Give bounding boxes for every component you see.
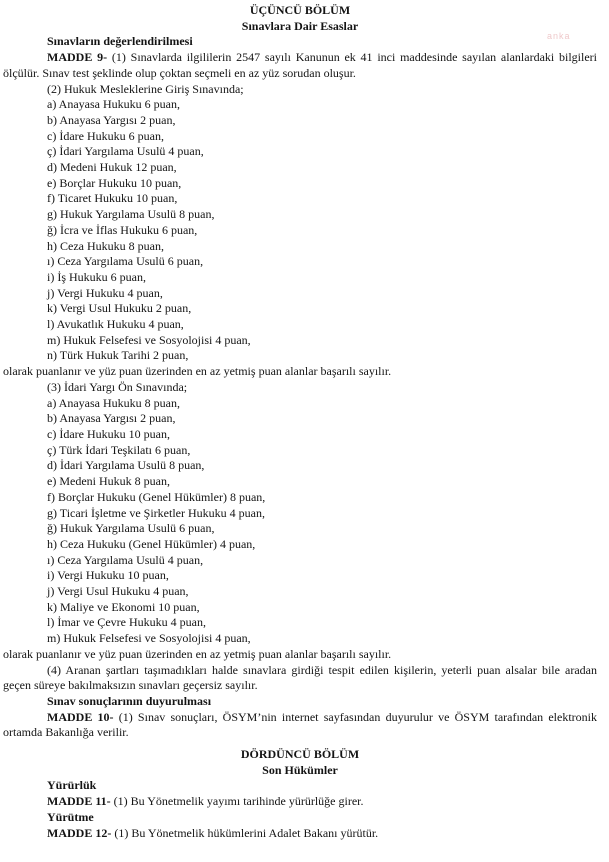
list-item: e) Medeni Hukuk 8 puan,	[47, 474, 170, 489]
list-item: a) Anayasa Hukuku 6 puan,	[47, 97, 180, 112]
article-heading: Sınavların değerlendirilmesi	[47, 34, 193, 49]
list-item: d) Medeni Hukuk 12 puan,	[47, 160, 177, 175]
article-heading: Yürütme	[47, 809, 94, 824]
paragraph: MADDE 11- (1) Bu Yönetmelik yayımı tarihinde yürürlüğe girer.	[47, 794, 364, 809]
list-item: l) İmar ve Çevre Hukuku 4 puan,	[47, 615, 206, 630]
list-item: h) Ceza Hukuku 8 puan,	[47, 238, 164, 253]
list-item: ğ) İcra ve İflas Hukuku 6 puan,	[47, 222, 198, 237]
list-item: ı) Ceza Yargılama Usulü 4 puan,	[47, 552, 204, 567]
list-item: h) Ceza Hukuku (Genel Hükümler) 4 puan,	[47, 536, 256, 551]
article-number: MADDE 12-	[47, 825, 112, 840]
continuation-line: olarak puanlanır ve yüz puan üzerinden en az yetmiş puan alanlar başarılı sayılır.	[3, 364, 392, 379]
list-item: j) Vergi Hukuku 4 puan,	[47, 285, 163, 300]
article-number: MADDE 10-	[47, 709, 114, 724]
list-item: c) İdare Hukuku 10 puan,	[47, 426, 170, 441]
list-item: c) İdare Hukuku 6 puan,	[47, 128, 164, 143]
list-item: k) Vergi Usul Hukuku 2 puan,	[47, 301, 192, 316]
article-heading: Sınav sonuçlarının duyurulması	[47, 693, 212, 708]
list-item: j) Vergi Usul Hukuku 4 puan,	[47, 584, 189, 599]
list-item: a) Anayasa Hukuku 8 puan,	[47, 395, 180, 410]
list-item: ğ) Hukuk Yargılama Usulü 6 puan,	[47, 521, 215, 536]
list-item: i) Vergi Hukuku 10 puan,	[47, 568, 169, 583]
chapter-heading: DÖRDÜNCÜ BÖLÜM	[240, 747, 360, 762]
list-item: m) Hukuk Felsefesi ve Sosyolojisi 4 puan,	[47, 631, 251, 646]
article-number: MADDE 9-	[47, 50, 108, 65]
list-item: b) Anayasa Yargısı 2 puan,	[47, 112, 176, 127]
paragraph: MADDE 9- (1) Sınavlarda ilgililerin 2547 sayılı Kanunun ek 41 inci maddesinde sayılan alanlardaki bilgileri ölçülür. Sınav test şeklinde olup çoktan seçmeli en az yüz sorudan oluşur.	[3, 50, 598, 80]
document-body	[3, 3, 597, 841]
list-item: ı) Ceza Yargılama Usulü 6 puan,	[47, 254, 204, 269]
list-item: g) Hukuk Yargılama Usulü 8 puan,	[47, 207, 215, 222]
continuation-line: olarak puanlanır ve yüz puan üzerinden en az yetmiş puan alanlar başarılı sayılır.	[3, 646, 392, 661]
article-number: MADDE 11-	[47, 794, 111, 809]
list-item: l) Avukatlık Hukuku 4 puan,	[47, 317, 184, 332]
list-item: f) Borçlar Hukuku (Genel Hükümler) 8 puan,	[47, 489, 266, 504]
article-heading: Yürürlük	[47, 778, 97, 793]
list-item: f) Ticaret Hukuku 10 puan,	[47, 191, 178, 206]
list-item: m) Hukuk Felsefesi ve Sosyolojisi 4 puan,	[47, 332, 251, 347]
list-item: d) İdari Yargılama Usulü 8 puan,	[47, 458, 205, 473]
list-item: n) Türk Hukuk Tarihi 2 puan,	[47, 348, 189, 363]
paragraph: MADDE 10- (1) Sınav sonuçları, ÖSYM’nin internet sayfasından duyurulur ve ÖSYM tarafından elektronik ortamda Bakanlığa verilir.	[3, 709, 597, 740]
paragraph-line: (3) İdari Yargı Ön Sınavında;	[47, 379, 188, 394]
list-item: i) İş Hukuku 6 puan,	[47, 269, 146, 284]
list-item: e) Borçlar Hukuku 10 puan,	[47, 175, 182, 190]
agency-watermark: anka	[547, 31, 571, 41]
paragraph: (4) Aranan şartları taşımadıkları halde sınavlara girdiği tespit edilen kişilerin, yeterli puan alsalar bile aradan geçen süreye bakılmaksızın sınavları geçersiz sayılır.	[3, 662, 597, 693]
list-item: g) Ticari İşletme ve Şirketler Hukuku 4 puan,	[47, 505, 265, 520]
paragraph-line: (2) Hukuk Mesleklerine Giriş Sınavında;	[47, 81, 244, 96]
paragraph: MADDE 12- (1) Bu Yönetmelik hükümlerini Adalet Bakanı yürütür.	[47, 825, 379, 840]
list-item: b) Anayasa Yargısı 2 puan,	[47, 411, 176, 426]
chapter-heading: ÜÇÜNCÜ BÖLÜM	[249, 3, 351, 17]
list-item: ç) İdari Yargılama Usulü 4 puan,	[47, 144, 204, 159]
list-item: k) Maliye ve Ekonomi 10 puan,	[47, 599, 200, 614]
chapter-heading: Son Hükümler	[262, 762, 338, 777]
list-item: ç) Türk İdari Teşkilatı 6 puan,	[47, 442, 191, 457]
chapter-heading: Sınavlara Dair Esaslar	[241, 18, 359, 33]
